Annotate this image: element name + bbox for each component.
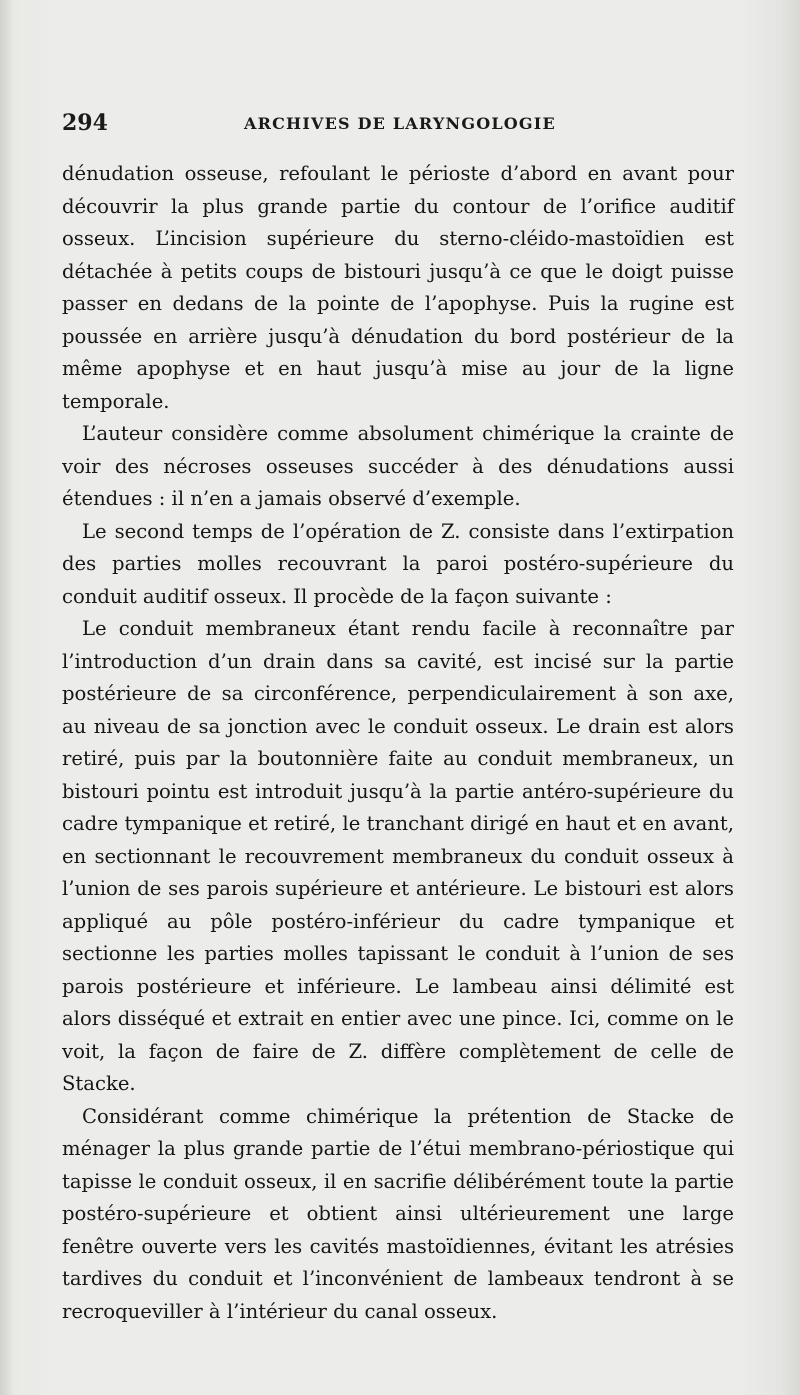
paragraph-conclusion: Considérant comme chimérique la prétention de Stacke de ménager la plus grande partie de l’étui membrano-périostique qui tapisse le conduit osseux, il en sacrifie délibérément toute la partie postéro-supérieure et obtient ainsi ultérieurement une large fenêtre ouverte vers les cavités mastoïdiennes, évitant les atrésies tardives du conduit et l’inconvénient de lambeaux tendront à se recroqueviller à l’intérieur du canal osseux. — [62, 1104, 734, 1323]
paragraph-continued: dénudation osseuse, refoulant le périoste d’abord en avant pour découvrir la plus grande partie du contour de l’orifice auditif osseux. L’incision supérieure du sterno-cléido-mastoïdien est détachée à petits coups de bistouri jusqu’à ce que le doigt puisse passer en dedans de la pointe de l’apophyse. Puis la rugine est poussée en arrière jusqu’à dénudation du bord postérieur de la même apophyse et en haut jusqu’à mise au jour de la ligne temporale. — [62, 162, 734, 413]
journal-title: ARCHIVES DE LARYNGOLOGIE — [244, 114, 556, 133]
paragraph-author-opinion: L’auteur considère comme absolument chimérique la crainte de voir des nécroses osseuses succéder à des dénudations aussi étendues : il n’en a jamais observé d’exemple. — [62, 422, 734, 510]
running-head — [62, 110, 734, 140]
body-text — [62, 158, 734, 1328]
page-number: 294 — [62, 110, 108, 136]
paragraph-second-step: Le second temps de l’opération de Z. consiste dans l’extirpation des parties molles recouvrant la paroi postéro-supérieure du conduit auditif osseux. Il procède de la façon suivante : — [62, 519, 734, 608]
paragraph-procedure: Le conduit membraneux étant rendu facile à reconnaître par l’introduction d’un drain dans sa cavité, est incisé sur la partie postérieure de sa circonférence, perpendiculairement à son axe, au niveau de sa jonction avec le conduit osseux. Le drain est alors retiré, puis par la boutonnière faite au conduit membraneux, un bistouri pointu est introduit jusqu’à la partie antéro-supérieure du cadre tympanique et retiré, le tranchant dirigé en haut et en avant, en sectionnant le recouvrement membraneux du conduit osseux à l’union de ses parois supérieure et antérieure. Le bistouri est alors appliqué au pôle postéro-inférieur du cadre tympanique et sectionne les parties molles tapissant le conduit à l’union de ses parois postérieure et inférieure. Le lambeau ainsi délimité est alors disséqué et extrait en entier avec une pince. Ici, comme on le voit, la façon de faire de Z. diffère complètement de celle de Stacke. — [62, 617, 734, 1095]
